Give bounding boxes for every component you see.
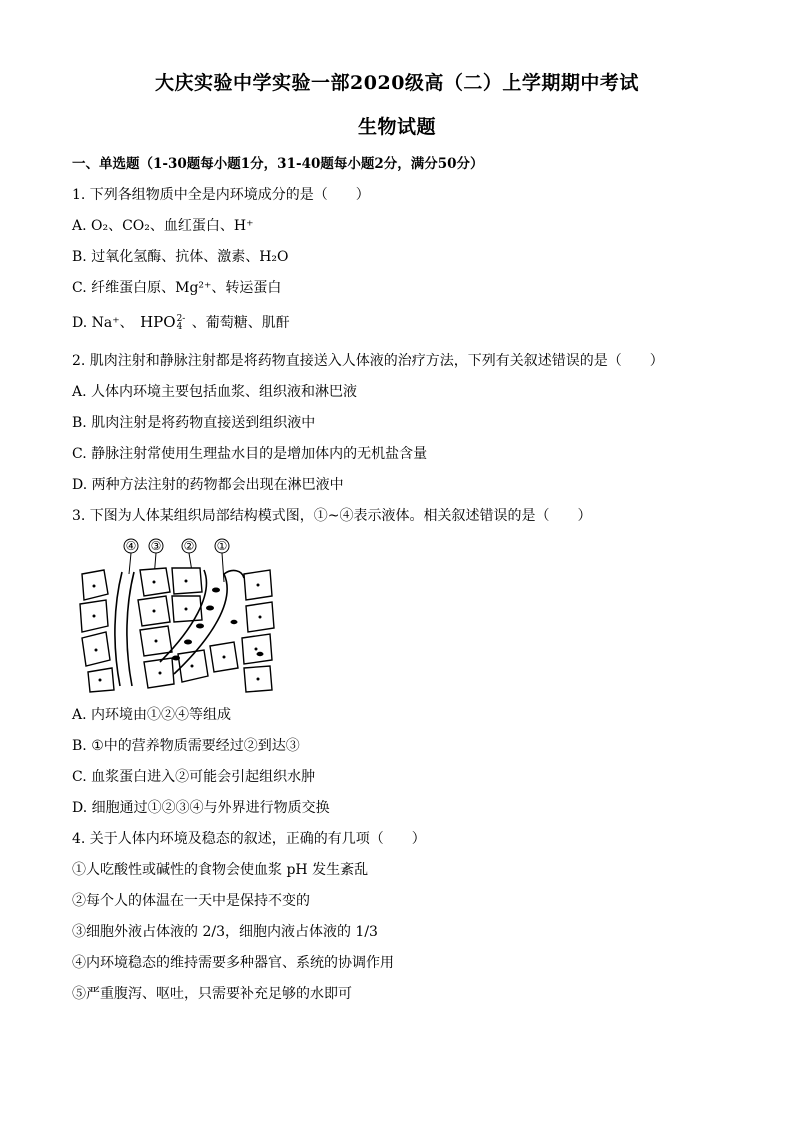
q1-option-b: B. 过氧化氢酶、抗体、激素、H₂O: [72, 249, 289, 265]
q2-option-b: B. 肌肉注射是将药物直接送到组织液中: [72, 415, 316, 431]
tissue-structure-diagram: [74, 534, 284, 694]
q4-statement-1: ①人吃酸性或碱性的食物会使血浆 pH 发生紊乱: [72, 862, 369, 878]
q2-option-d: D. 两种方法注射的药物都会出现在淋巴液中: [72, 477, 344, 493]
label-2: ②: [183, 539, 195, 553]
page-subtitle: 生物试题: [357, 116, 436, 138]
q1-option-a: A. O₂、CO₂、血红蛋白、H⁺: [72, 218, 254, 234]
q1-option-d: [72, 312, 290, 332]
q1-option-d-suffix: 、葡萄糖、肌酐: [191, 315, 290, 331]
q4-statement-5: ⑤严重腹泻、呕吐，只需要补充足够的水即可: [72, 986, 352, 1002]
q4-statement-2: ②每个人的体温在一天中是保持不变的: [72, 893, 310, 909]
q3-option-d: D. 细胞通过①②③④与外界进行物质交换: [72, 800, 330, 816]
hpo4-charge: 2-: [176, 314, 186, 324]
q2-option-c: C. 静脉注射常使用生理盐水目的是增加体内的无机盐含量: [72, 446, 428, 462]
q4-stem: 4. 关于人体内环境及稳态的叙述，正确的有几项（ ）: [72, 831, 426, 847]
hpo4-formula: [140, 313, 185, 331]
hpo4-subscript: 4: [176, 322, 183, 332]
q3-stem: 3. 下图为人体某组织局部结构模式图，①~④表示液体。相关叙述错误的是（ ）: [72, 508, 592, 524]
tissue-cells: [80, 568, 274, 692]
q4-statement-3: ③细胞外液占体液的 2/3，细胞内液占体液的 1/3: [72, 924, 378, 940]
page-title: 大庆实验中学实验一部2020级高（二）上学期期中考试: [155, 72, 639, 94]
q3-option-a: A. 内环境由①②④等组成: [72, 707, 232, 723]
section-heading: 一、单选题（1-30题每小题1分，31-40题每小题2分，满分50分）: [72, 156, 484, 172]
hpo4-base: HPO: [140, 313, 176, 331]
q4-statement-4: ④内环境稳态的维持需要多种器官、系统的协调作用: [72, 955, 394, 971]
lymph-vessel: [115, 572, 134, 686]
q1-option-c: C. 纤维蛋白原、Mg²⁺、转运蛋白: [72, 280, 282, 296]
q1-option-d-prefix: D. Na⁺、: [72, 315, 134, 331]
diagram-labels: [124, 539, 229, 553]
q3-option-c: C. 血浆蛋白进入②可能会引起组织水肿: [72, 769, 316, 785]
label-1: ①: [216, 539, 228, 553]
q2-option-a: A. 人体内环境主要包括血浆、组织液和淋巴液: [72, 384, 358, 400]
label-4: ④: [125, 539, 137, 553]
q1-stem: 1. 下列各组物质中全是内环境成分的是（ ）: [72, 187, 370, 203]
q2-stem: 2. 肌肉注射和静脉注射都是将药物直接送入人体液的治疗方法，下列有关叙述错误的是（ ）: [72, 353, 664, 369]
q3-option-b: B. ①中的营养物质需要经过②到达③: [72, 738, 300, 754]
label-3: ③: [150, 539, 162, 553]
